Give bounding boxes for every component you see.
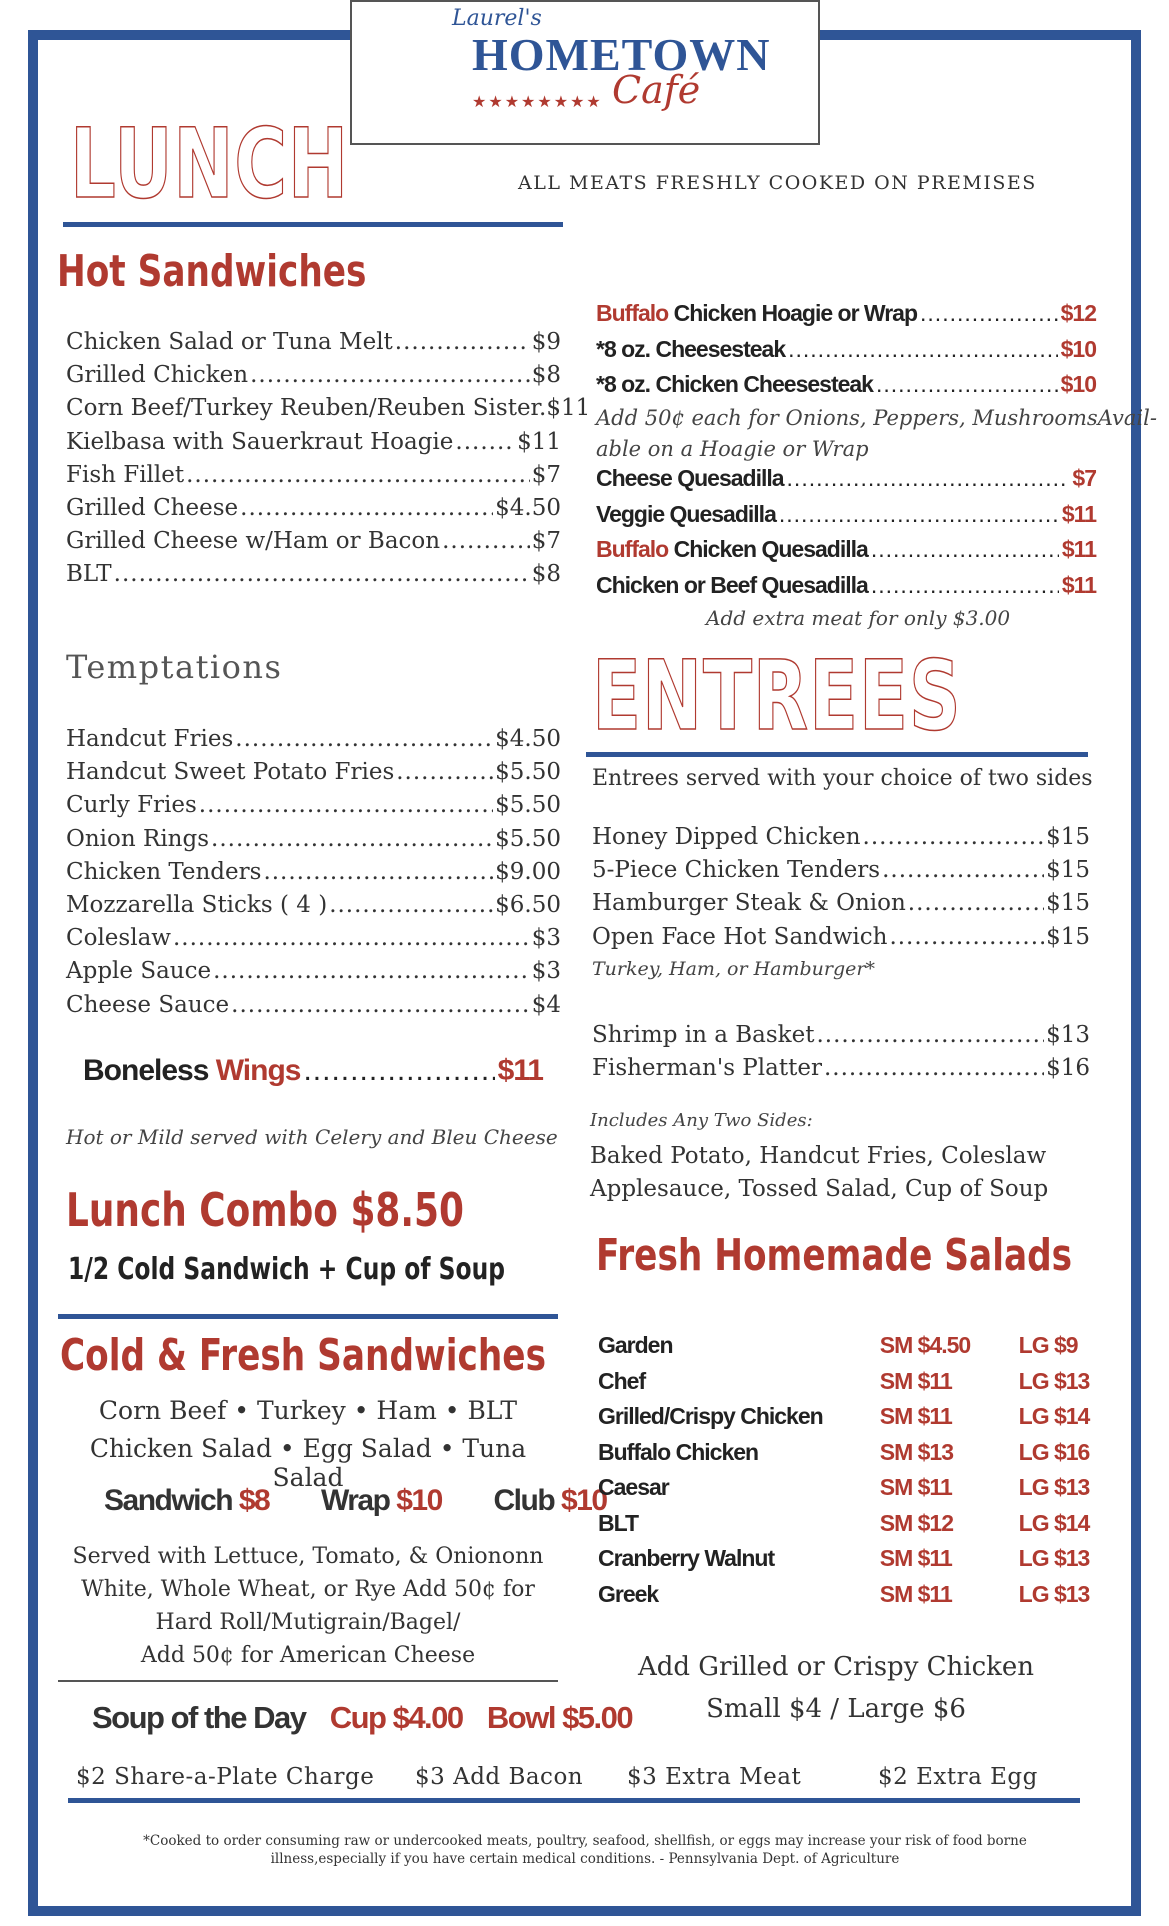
salad-row: Grilled/Crispy Chicken SM $11 LG $14	[598, 1403, 1090, 1430]
logo	[350, 0, 820, 145]
sandwich-label: Sandwich	[104, 1484, 233, 1517]
menu-item: Cheese Sauce ..... $4	[66, 989, 561, 1022]
temptations-title: Temptations	[66, 648, 283, 686]
boneless-wings: Boneless Wings ..... $11	[83, 1051, 543, 1091]
menu-item: Corn Beef/Turkey Reuben/Reuben Sister. $11	[66, 395, 591, 422]
menu-item: Coleslaw ..... $3	[66, 922, 561, 955]
extra-share: $2 Share-a-Plate Charge	[76, 1764, 375, 1790]
menu-item: Hamburger Steak & Onion ..... $15	[592, 887, 1090, 920]
right-sandwiches-list	[596, 296, 1096, 403]
club-label: Club	[493, 1484, 555, 1517]
entrees-subtitle: Entrees served with your choice of two sides	[592, 766, 1093, 791]
salad-row: Cranberry Walnut SM $11 LG $13	[598, 1545, 1090, 1572]
sandwich-price: $8	[238, 1484, 270, 1517]
salad-row: Chef SM $11 LG $13	[598, 1367, 1090, 1394]
menu-item: Grilled Cheese w/Ham or Bacon ..... $7	[66, 525, 561, 558]
open-face-note: Turkey, Ham, or Hamburger*	[592, 958, 875, 980]
menu-item: Honey Dipped Chicken ..... $15	[592, 821, 1090, 854]
lunch-combo-title: Lunch Combo $8.50	[66, 1183, 464, 1237]
menu-item: 5-Piece Chicken Tenders ..... $15	[592, 854, 1090, 887]
quesadillas-list	[596, 461, 1096, 603]
lunch-combo-desc: 1/2 Cold Sandwich + Cup of Soup	[68, 1252, 506, 1287]
menu-item: Handcut Sweet Potato Fries ..... $5.50	[66, 756, 561, 789]
temptations-list	[66, 723, 561, 1022]
extra-meat: $3 Extra Meat	[627, 1764, 802, 1790]
salads-title: Fresh Homemade Salads	[596, 1230, 1073, 1281]
salad-row: BLT SM $12 LG $14	[598, 1509, 1090, 1536]
cold-sandwiches-line2: Chicken Salad • Egg Salad • Tuna Salad	[89, 1434, 527, 1492]
cold-sandwiches-title: Cold & Fresh Sandwiches	[60, 1330, 547, 1381]
salad-row: Garden SM $4.50 LG $9	[598, 1332, 1078, 1359]
menu-item: Chicken or Beef Quesadilla ..... $11	[596, 568, 1096, 604]
divider	[586, 752, 1088, 757]
divider	[58, 1314, 558, 1319]
divider	[68, 1798, 1080, 1803]
menu-item: BLT ..... $8	[66, 558, 561, 591]
divider	[58, 1680, 558, 1682]
menu-item: Grilled Cheese ..... $4.50	[66, 492, 561, 525]
menu-item: Chicken Salad or Tuna Melt ..... $9	[66, 326, 561, 359]
menu-item: Open Face Hot Sandwich ..... $15	[592, 921, 1090, 954]
extra-meat-note: Add extra meat for only $3.00	[706, 606, 1011, 630]
cold-sandwiches-line1: Corn Beef • Turkey • Ham • BLT	[98, 1396, 518, 1425]
extra-bacon: $3 Add Bacon	[415, 1764, 584, 1790]
menu-item: Fisherman's Platter ..... $16	[592, 1052, 1090, 1085]
menu-item: Cheese Quesadilla ..... $7	[596, 461, 1096, 497]
menu-item: *8 oz. Cheesesteak ..... $10	[596, 332, 1096, 368]
logo-name: HOMETOWN	[472, 29, 771, 80]
menu-item: Buffalo Chicken Hoagie or Wrap ..... $12	[596, 296, 1096, 332]
menu-item: Onion Rings ..... $5.50	[66, 823, 561, 856]
menu-item: Chicken Tenders ..... $9.00	[66, 856, 561, 889]
wrap-label: Wrap	[320, 1484, 390, 1517]
logo-stars: ★★★★★★★★	[472, 92, 603, 111]
salad-row: Buffalo Chicken SM $13 LG $16	[598, 1438, 1090, 1465]
add-onions-note: Add 50¢ each for Onions, Peppers, MushroomsAvail- able on a Hoagie or Wrap	[596, 406, 1157, 461]
salads-table	[598, 1328, 1098, 1612]
club-price: $10	[561, 1484, 607, 1517]
sandwich-prices	[104, 1484, 607, 1518]
salads-add-chicken: Add Grilled or Crispy Chicken Small $4 / Large $6	[637, 1652, 1035, 1724]
menu-item: Curly Fries ..... $5.50	[66, 789, 561, 822]
menu-item: Kielbasa with Sauerkraut Hoagie ..... $11	[66, 426, 561, 459]
wings-note: Hot or Mild served with Celery and Bleu Cheese	[66, 1125, 558, 1149]
extra-egg: $2 Extra Egg	[878, 1764, 1038, 1790]
sides-list: Baked Potato, Handcut Fries, Coleslaw Applesauce, Tossed Salad, Cup of Soup	[590, 1143, 1049, 1202]
menu-item: Shrimp in a Basket ..... $13	[592, 1019, 1090, 1052]
logo-script: Laurel's	[452, 6, 542, 31]
hot-sandwiches-list	[66, 326, 591, 592]
menu-item: Fish Fillet ..... $7	[66, 459, 561, 492]
logo-cafe: Café	[612, 68, 701, 112]
menu-item: Buffalo Chicken Quesadilla ..... $11	[596, 532, 1096, 568]
soup-of-the-day: Soup of the Day Cup $4.00 Bowl $5.00	[92, 1700, 633, 1735]
salad-row: Caesar SM $11 LG $13	[598, 1474, 1090, 1501]
lunch-title: LUNCH	[70, 108, 349, 220]
hot-sandwiches-title: Hot Sandwiches	[57, 246, 367, 297]
entrees-list	[592, 821, 1090, 954]
sides-label: Includes Any Two Sides:	[590, 1110, 813, 1131]
menu-item: Veggie Quesadilla ..... $11	[596, 497, 1096, 533]
entrees-title: ENTREES	[592, 640, 962, 752]
menu-item: Apple Sauce ..... $3	[66, 955, 561, 988]
wrap-price: $10	[396, 1484, 442, 1517]
salad-row: Greek SM $11 LG $13	[598, 1580, 1090, 1607]
health-disclaimer: *Cooked to order consuming raw or undercooked meats, poultry, seafood, shellfish, or eggs may increase your risk of food borne illness,especially if you have certain medical conditions. - Pennsylvania Dept. of Agriculture	[143, 1833, 1027, 1867]
menu-item: Mozzarella Sticks ( 4 ) ..... $6.50	[66, 889, 561, 922]
menu-item: Handcut Fries ..... $4.50	[66, 723, 561, 756]
menu-item: Grilled Chicken ..... $8	[66, 359, 561, 392]
cold-sandwiches-served: Served with Lettuce, Tomato, & Oniononn White, Whole Wheat, or Rye Add 50¢ for Hard Roll/Mutigrain/Bagel/ Add 50¢ for American Cheese	[72, 1544, 544, 1668]
divider	[63, 222, 563, 227]
menu-item: *8 oz. Chicken Cheesesteak ..... $10	[596, 367, 1096, 403]
tagline: ALL MEATS FRESHLY COOKED ON PREMISES	[518, 172, 1037, 194]
seafood-list	[592, 1019, 1090, 1085]
